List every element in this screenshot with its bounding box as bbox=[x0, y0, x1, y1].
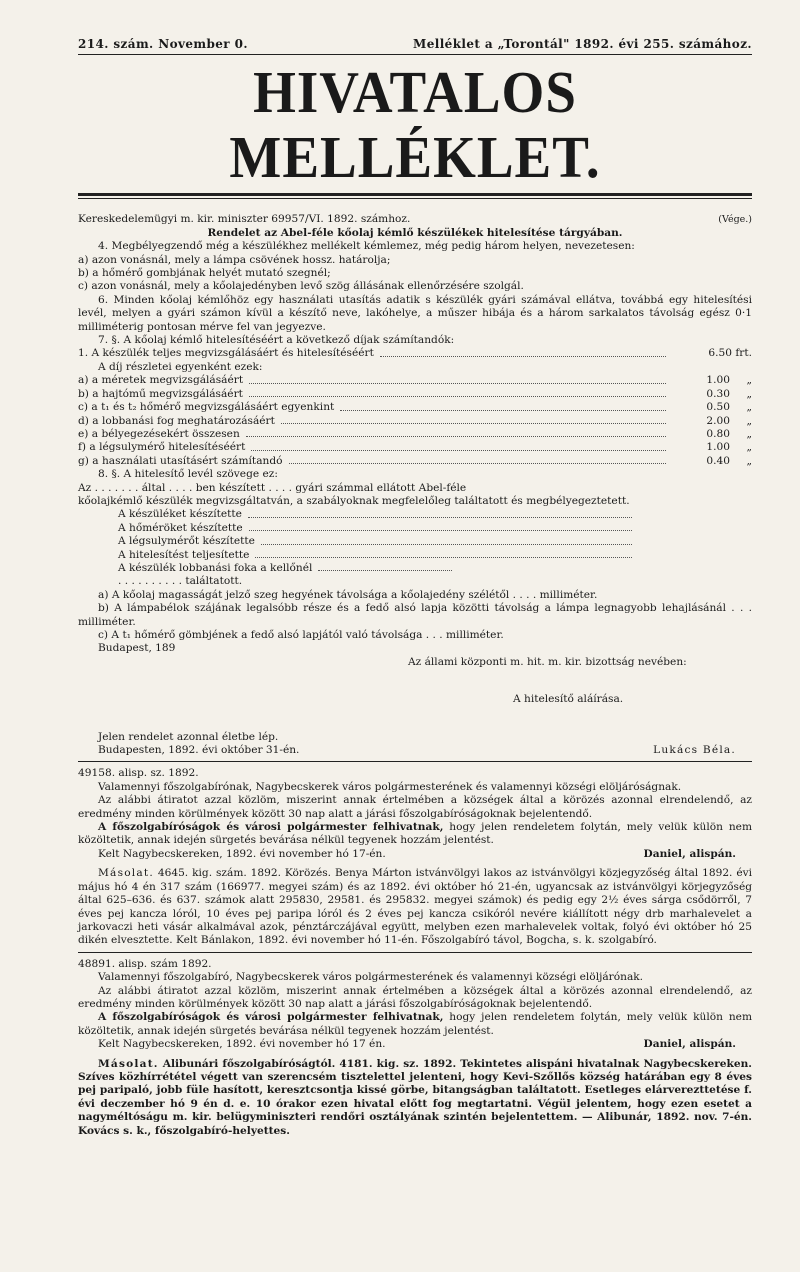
fee-unit: „ bbox=[746, 454, 752, 467]
fee-row bbox=[78, 455, 752, 468]
notice3-reference: 48891. alisp. szám 1892. bbox=[78, 957, 212, 970]
fee-unit: „ bbox=[746, 427, 752, 440]
certificate-field bbox=[118, 549, 752, 562]
notice1-p4-c: c) azon vonásnál, mely a kőolajedényben levő szög állásának ellenőrzésére szolgál. bbox=[78, 280, 524, 293]
fee-value: 1.00 bbox=[706, 374, 730, 387]
certificate-field-label: A készüléket készítette bbox=[118, 508, 242, 521]
notice3-body-1: Az alábbi átiratot azzal közlöm, miszerint annak értelmében a községek által a körözés azonnal elrendelendő, az eredmény minden körülmények között 30 nap alatt a járási főszolgabíróságoknak bejelentendő. bbox=[78, 984, 752, 1010]
leader-dots bbox=[255, 549, 632, 558]
fee-row bbox=[78, 374, 752, 387]
notice1-heading: Rendelet az Abel-féle kőolaj kémlő készülékek hitelesítése tárgyában. bbox=[207, 226, 623, 239]
header-rule bbox=[78, 54, 752, 55]
notice1-minister: Lukács Béla. bbox=[653, 744, 736, 757]
notice3-addressee: Valamennyi főszolgabíró, Nagybecskerek város polgármesterének és valamennyi községi elöljárónak. bbox=[98, 971, 644, 984]
fee-label: e) a bélyegezésekért összesen bbox=[78, 427, 240, 440]
certificate-line-1: Az . . . . . . . által . . . . ben készített . . . . gyári számmal ellátott Abel-féle bbox=[78, 481, 467, 494]
notice2-signer: Daniel, alispán. bbox=[643, 847, 736, 860]
notice3-body-2 bbox=[78, 1011, 752, 1038]
certificate-c: c) A t₁ hőmérő gömbjének a fedő alsó lapjától való távolsága . . . milliméter. bbox=[98, 629, 504, 641]
certificate-field-label: A készülék lobbanási foka a kellőnél bbox=[118, 561, 313, 574]
certificate-b: b) A lámpabélok szájának legalsóbb része és a fedő alsó lapja közötti távolság a lámpa legnagyobb lehajlásánál . . . milliméter. bbox=[78, 602, 752, 628]
notice1-date-row bbox=[78, 744, 752, 757]
fee-unit: „ bbox=[746, 441, 752, 454]
page-title: HIVATALOS MELLÉKLET. bbox=[229, 59, 601, 191]
fee-label: b) a hajtómű megvizsgálásáért bbox=[78, 387, 243, 400]
certificate-field-label: A hőméröket készítette bbox=[118, 521, 243, 534]
notice1-p8: 8. §. A hitelesítő levél szövege ez: bbox=[98, 468, 278, 481]
notice3-copy-text: Alibunári főszolgabíróságtól. 4181. kig. sz. 1892. Tekintetes alispáni hivatalnak Nagybecskereken. Szíves közhírrététel végett van szerencsém tisztelettel jelenteni, hogy Kevi-Szőllős község határában egy 8 éves pej paripaló, jobb füle hasított, keresztcsontja kissé görbe, bitangságban találtatott. Esetleges elárverezttetése f. évi deczember hó 9 én d. e. 10 órakor ezen hivatal előtt fog megtartatni. Végül jelentem, hogy ezen esetet a nagyméltóságu m. kir. belügyminiszteri rendőri osztályának szintén bejelentettem. — Alibunár, 1892. nov. 7-én. Kovács s. k., főszolgabíró-helyettes. bbox=[78, 1057, 752, 1137]
fee-label: c) a t₁ és t₂ hőmérő megvizsgálásáért egyenkint bbox=[78, 401, 335, 414]
fee-unit: „ bbox=[746, 414, 752, 427]
leader-dots bbox=[246, 428, 666, 437]
title-rule-top bbox=[78, 193, 752, 196]
certificate-place-date: Budapest, 189 bbox=[98, 642, 176, 655]
leader-dots bbox=[248, 508, 632, 517]
fee-row bbox=[78, 401, 752, 414]
notice2-copy-label: Másolat. bbox=[98, 867, 154, 880]
notice1-ref-row bbox=[78, 213, 752, 226]
notice2-copy-text: 4645. kig. szám. 1892. Körözés. Benya Márton istvánvölgyi lakos az istvánvölgyi közjegyzőség által 1892. évi május hó 4 én 317 szám (166977. megyei szám) és az 1892. évi október hó 21-én, ugyancsak az istvánvölgyi körjegyzőség által 625–636. és 637. számok alatt 295830, 29581. és 295832. megyei számok) és pedig egy 2½ éves sárga csődörről, 7 éves pej kancza lóról, 10 éves pej paripa lóról és 2 éves pej kancza csikóról nevére kiállított négy drb marhalevelet a jarkovaczi heti vásár alkalmával azok, pénztárczájával együtt, melyben ezen marhalevelek voltak, folyó évi október hó 25 dikén elvesztette. Kelt Bánlakon, 1892. évi november hó 11-én. Főszolgabíró távol, Bogcha, s. k. szolgabíró. bbox=[78, 867, 752, 947]
fee-value: 0.50 bbox=[706, 401, 730, 414]
notice3-signer: Daniel, alispán. bbox=[643, 1038, 736, 1051]
certificate-a: a) A kőolaj magasságát jelző szeg hegyének távolsága a kőolajedény szélétől . . . . milliméter. bbox=[98, 588, 598, 601]
leader-dots bbox=[281, 415, 666, 424]
section-divider bbox=[78, 952, 752, 953]
notice2-body-2-bold: A főszolgabíróságok és városi polgármester felhivatnak, bbox=[98, 821, 444, 834]
notice3-copy-label: Másolat. bbox=[98, 1057, 159, 1070]
notice1-reference: Kereskedelemügyi m. kir. miniszter 69957/VI. 1892. számhoz. bbox=[78, 213, 411, 226]
notice2-body-2 bbox=[78, 821, 752, 848]
certificate-field bbox=[118, 508, 752, 521]
leader-dots bbox=[380, 347, 666, 356]
notice2-dated-row bbox=[78, 848, 752, 861]
notice1-p7: 7. §. A kőolaj kémlő hitelesítéséért a következő díjak számítandók: bbox=[98, 334, 455, 347]
supplement-note: Melléklet a „Torontál" 1892. évi 255. számához. bbox=[413, 37, 752, 51]
notice1-p4: 4. Megbélyegzendő még a készülékhez mellékelt kémlemez, még pedig három helyen, nevezetesen: bbox=[98, 240, 635, 253]
notice2-reference: 49158. alisp. sz. 1892. bbox=[78, 767, 199, 780]
certificate-found: . . . . . . . . . . találtatott. bbox=[118, 575, 243, 588]
notice1-p4-a: a) azon vonásnál, mely a lámpa csövének hossz. határolja; bbox=[78, 253, 391, 266]
fee-subheading: A díj részletei egyenként ezek: bbox=[98, 360, 263, 373]
fee-row bbox=[78, 388, 752, 401]
fee-unit: „ bbox=[746, 374, 752, 387]
notice2-copy bbox=[78, 867, 752, 947]
fee-total-row bbox=[78, 347, 752, 360]
fee-total-label: 1. A készülék teljes megvizsgálásáért és hitelesítéséért bbox=[78, 347, 374, 360]
certificate-field bbox=[118, 535, 752, 548]
leader-dots bbox=[249, 522, 632, 531]
certificate-fields bbox=[78, 508, 752, 588]
fee-value: 1.00 bbox=[706, 441, 730, 454]
issue-header bbox=[78, 38, 752, 51]
leader-dots bbox=[249, 374, 666, 383]
fee-row bbox=[78, 428, 752, 441]
leader-dots bbox=[249, 388, 666, 397]
issue-number: 214. szám. November 0. bbox=[78, 37, 248, 51]
leader-dots bbox=[340, 401, 666, 410]
certificate-line-2: kőolajkémlő készülék megvizsgáltatván, a szabályoknak megfelelőleg találtatott és megbélyegeztetett. bbox=[78, 494, 630, 507]
certificate-field bbox=[118, 522, 752, 535]
document-page bbox=[78, 38, 752, 1138]
fee-unit: „ bbox=[746, 387, 752, 400]
fee-value: 0.40 bbox=[706, 454, 730, 467]
fee-label: a) a méretek megvizsgálásáért bbox=[78, 374, 244, 387]
notice3-body-2-rest: hogy jelen rendeletem folytán, mely velük külön nem közöltetik, annak idején sürgetés bevárása nélkül tegyenek hozzám jelentést. bbox=[78, 1011, 752, 1037]
fee-label: g) a használati utasításért számítandó bbox=[78, 454, 283, 467]
notice2-dated: Kelt Nagybecskereken, 1892. évi november hó 17-én. bbox=[98, 847, 386, 860]
notice1-end-mark: (Vége.) bbox=[718, 214, 752, 226]
notice3-body-2-bold: A főszolgabíróságok és városi polgármester felhivatnak, bbox=[98, 1011, 444, 1024]
fee-list bbox=[78, 374, 752, 468]
certificate-field bbox=[118, 562, 752, 575]
fee-label: d) a lobbanási fog meghatározásáért bbox=[78, 414, 275, 427]
effective-line: Jelen rendelet azonnal életbe lép. bbox=[98, 730, 279, 743]
leader-dots bbox=[318, 562, 452, 571]
fee-label: f) a légsulymérő hitelesítéséért bbox=[78, 441, 246, 454]
committee-line: Az állami központi m. hit. m. kir. bizottság nevében: bbox=[408, 655, 687, 668]
certificate-field-label: A légsulymérőt készítette bbox=[118, 535, 255, 548]
notice2-addressee: Valamennyi főszolgabírónak, Nagybecskerek város polgármesterének és valamennyi községi elöljáróságnak. bbox=[98, 780, 682, 793]
notice2-body-2-rest: hogy jelen rendeletem folytán, mely velük külön nem közöltetik, annak idején sürgetés bevárása nélkül tegyenek hozzám jelentést. bbox=[78, 821, 752, 847]
notice3-copy bbox=[78, 1058, 752, 1138]
signer-label: A hitelesítő aláírása. bbox=[513, 693, 624, 706]
certificate-field-label: A hitelesítést teljesítette bbox=[118, 548, 250, 561]
fee-row bbox=[78, 441, 752, 454]
notice1-date: Budapesten, 1892. évi október 31-én. bbox=[98, 744, 300, 757]
notice3-dated-row bbox=[78, 1038, 752, 1051]
notice1-p6: 6. Minden kőolaj kémlőhöz egy használati utasítás adatik s készülék gyári számával ellátva, továbbá egy hitelesítési levél, melyen a gyári számon kívül a készítő neve, lakóhelye, a műszer hibája és a három sarkalatos távolság egész 0·1 milliméterig pontosan mérve fel van jegyezve. bbox=[78, 293, 752, 333]
fee-row bbox=[78, 415, 752, 428]
fee-value: 0.30 bbox=[706, 387, 730, 400]
fee-value: 0.80 bbox=[706, 427, 730, 440]
leader-dots bbox=[289, 455, 667, 464]
notice3-dated: Kelt Nagybecskereken, 1892. évi november hó 17 én. bbox=[98, 1038, 386, 1051]
notice2-body-1: Az alábbi átiratot azzal közlöm, miszerint annak értelmében a községek által a körözés azonnal elrendelendő, az eredmény minden körülmények között 30 nap alatt a járási főszolgabíróságoknak bejelentendő. bbox=[78, 794, 752, 820]
fee-total-value: 6.50 frt. bbox=[708, 347, 752, 360]
leader-dots bbox=[251, 441, 666, 450]
notice1-p4-b: b) a hőmérő gombjának helyét mutató szegnél; bbox=[78, 267, 331, 280]
leader-dots bbox=[261, 535, 632, 544]
section-divider bbox=[78, 761, 752, 762]
fee-unit: „ bbox=[746, 401, 752, 414]
fee-value: 2.00 bbox=[706, 414, 730, 427]
title-rule-bottom bbox=[78, 198, 752, 199]
